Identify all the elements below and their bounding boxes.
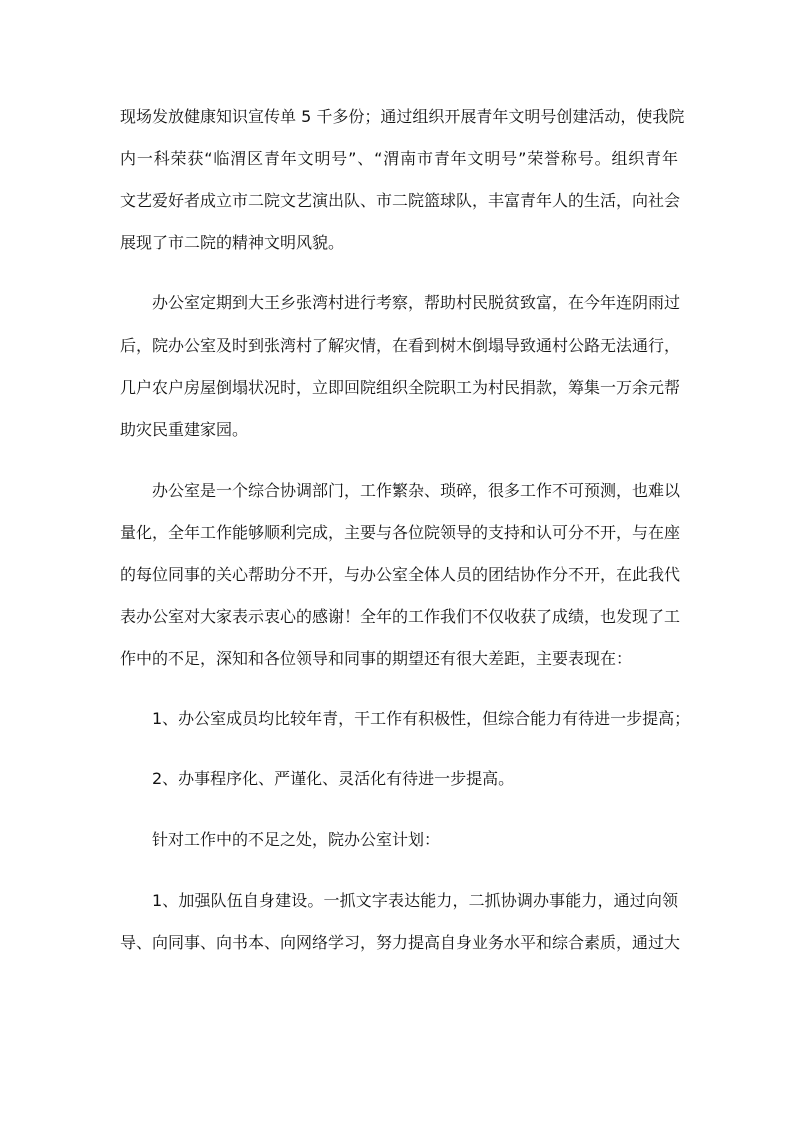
paragraph-1-line-1: 现场发放健康知识宣传单 5 千多份；通过组织开展青年文明号创建活动，使我院 [120,107,685,126]
paragraph-3-line-2: 量化，全年工作能够顺利完成，主要与各位院领导的支持和认可分不开，与在座 [120,523,681,542]
paragraph-2-line-1: 办公室定期到大王乡张湾村进行考察，帮助村民脱贫致富，在今年连阴雨过 [152,293,681,312]
paragraph-3-line-1: 办公室是一个综合协调部门，工作繁杂、琐碎，很多工作不可预测，也难以 [152,481,681,500]
paragraph-3-line-5: 作中的不足，深知和各位领导和同事的期望还有很大差距，主要表现在： [120,649,633,668]
paragraph-1-line-4: 展现了市二院的精神文明风貌。 [120,233,345,252]
paragraph-1-line-2: 内一科荣获“临渭区青年文明号”、“渭南市青年文明号”荣誉称号。组织青年 [120,149,678,168]
paragraph-5-line-1: 2、办事程序化、严谨化、灵活化有待进一步提高。 [152,769,515,788]
paragraph-3-line-4: 表办公室对大家表示衷心的感谢！全年的工作我们不仅收获了成绩，也发现了工 [120,607,681,626]
paragraph-2-line-3: 几户农户房屋倒塌状况时，立即回院组织全院职工为村民捐款，筹集一万余元帮 [120,378,681,397]
paragraph-7-line-2: 导、向同事、向书本、向网络学习，努力提高自身业务水平和综合素质，通过大 [120,933,681,952]
paragraph-2-line-4: 助灾民重建家园。 [120,420,249,439]
paragraph-1-line-3: 文艺爱好者成立市二院文艺演出队、市二院篮球队，丰富青年人的生活，向社会 [120,191,681,210]
paragraph-6-line-1: 针对工作中的不足之处，院办公室计划： [152,830,441,849]
paragraph-7-line-1: 1、加强队伍自身建设。一抓文字表达能力，二抓协调办事能力，通过向领 [152,891,678,910]
paragraph-4-line-1: 1、办公室成员均比较年青，干工作有积极性，但综合能力有待进一步提高； [152,709,691,728]
paragraph-3-line-3: 的每位同事的关心帮助分不开，与办公室全体人员的团结协作分不开，在此我代 [120,565,681,584]
paragraph-2-line-2: 后，院办公室及时到张湾村了解灾情，在看到树木倒塌导致通村公路无法通行， [120,336,681,355]
